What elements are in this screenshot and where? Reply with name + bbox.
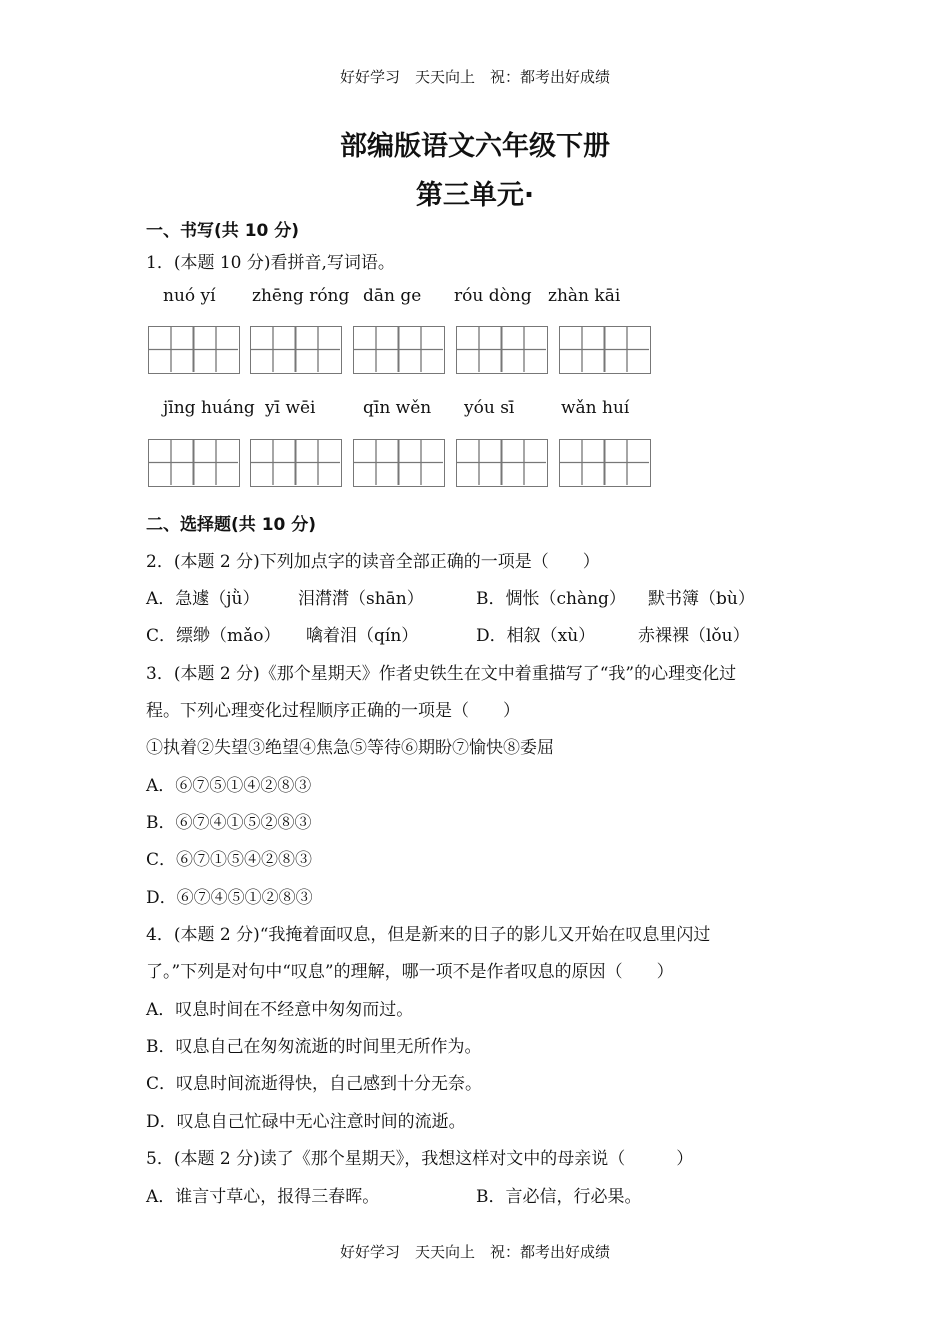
- question-1: 1．(本题 10 分)看拼音,写词语。: [146, 253, 395, 273]
- page-title: 部编版语文六年级下册: [340, 131, 610, 162]
- q4-option: A．叹息时间在不经意中匆匆而过。: [146, 1000, 414, 1020]
- grid-lines: [354, 327, 443, 372]
- q4-option: D．叹息自己忙碌中无心注意时间的流逝。: [146, 1112, 466, 1132]
- writing-grid-box[interactable]: [353, 326, 445, 374]
- writing-grid-box[interactable]: [353, 439, 445, 487]
- grid-lines: [251, 440, 340, 485]
- question-4: 4．(本题 2 分)“我掩着面叹息，但是新来的日子的影儿又开始在叹息里闪过: [146, 925, 711, 945]
- q2-option: A．急遽（jǜ）: [146, 589, 260, 609]
- question-5: 5．(本题 2 分)读了《那个星期天》，我想这样对文中的母亲说（ ）: [146, 1149, 694, 1169]
- writing-grid-box[interactable]: [250, 439, 342, 487]
- grid-lines: [560, 327, 649, 372]
- page-footer: 好好学习 天天向上 祝：都考出好成绩: [339, 1243, 610, 1261]
- writing-grid-box[interactable]: [148, 439, 240, 487]
- pinyin-label: róu dòng: [454, 286, 532, 306]
- pinyin-label: yī wēi: [265, 398, 316, 418]
- question-4-cont: 了。”下列是对句中“叹息”的理解，哪一项不是作者叹息的原因（ ）: [146, 962, 674, 982]
- q4-option: C．叹息时间流逝得快，自己感到十分无奈。: [146, 1074, 483, 1094]
- pinyin-label: jīng huáng: [163, 398, 255, 418]
- q3-option: D．⑥⑦④⑤①②⑧③: [146, 888, 313, 908]
- pinyin-label: wǎn huí: [561, 398, 630, 418]
- grid-lines: [560, 440, 649, 485]
- pinyin-label: yóu sī: [464, 398, 515, 418]
- q5-option: A．谁言寸草心，报得三春晖。: [146, 1187, 380, 1207]
- q2-option: 噙着泪（qín）: [306, 626, 419, 646]
- q2-option: 赤裸裸（lǒu）: [638, 626, 750, 646]
- q2-option: C．缥缈（mǎo）: [146, 626, 281, 646]
- q3-option: C．⑥⑦①⑤④②⑧③: [146, 850, 313, 870]
- q3-option: B．⑥⑦④①⑤②⑧③: [146, 813, 312, 833]
- q2-option: D．相叙（xù）: [476, 626, 596, 646]
- grid-lines: [149, 440, 238, 485]
- writing-grid-box[interactable]: [250, 326, 342, 374]
- page-header: 好好学习 天天向上 祝：都考出好成绩: [339, 68, 610, 86]
- q2-option: 泪潸潸（shān）: [298, 589, 424, 609]
- writing-grid-box[interactable]: [148, 326, 240, 374]
- q2-option: 默书簿（bù）: [648, 589, 755, 609]
- pinyin-label: zhēng róng: [252, 286, 350, 306]
- q4-option: B．叹息自己在匆匆流逝的时间里无所作为。: [146, 1037, 482, 1057]
- grid-lines: [149, 327, 238, 372]
- q3-option: A．⑥⑦⑤①④②⑧③: [146, 776, 312, 796]
- grid-lines: [251, 327, 340, 372]
- pinyin-label: nuó yí: [163, 286, 216, 306]
- question-3: 3．(本题 2 分)《那个星期天》作者史铁生在文中着重描写了“我”的心理变化过: [146, 664, 737, 684]
- q2-option: B．惆怅（chàng）: [476, 589, 626, 609]
- section-choice: 二、选择题(共 10 分): [146, 515, 317, 535]
- pinyin-label: zhàn kāi: [548, 286, 621, 306]
- question-3-list: ①执着②失望③绝望④焦急⑤等待⑥期盼⑦愉快⑧委屈: [146, 738, 554, 758]
- writing-grid-box[interactable]: [559, 439, 651, 487]
- q5-option: B．言必信，行必果。: [476, 1187, 642, 1207]
- grid-lines: [457, 327, 546, 372]
- grid-lines: [354, 440, 443, 485]
- unit-title: 第三单元·: [415, 180, 535, 211]
- pinyin-label: dān ge: [363, 286, 422, 306]
- writing-grid-box[interactable]: [456, 439, 548, 487]
- writing-grid-box[interactable]: [559, 326, 651, 374]
- section-writing: 一、书写(共 10 分): [146, 221, 300, 241]
- question-3-cont: 程。下列心理变化过程顺序正确的一项是（ ）: [146, 701, 520, 721]
- grid-lines: [457, 440, 546, 485]
- question-2: 2．(本题 2 分)下列加点字的读音全部正确的一项是（ ）: [146, 552, 600, 572]
- pinyin-label: qīn wěn: [363, 398, 432, 418]
- writing-grid-box[interactable]: [456, 326, 548, 374]
